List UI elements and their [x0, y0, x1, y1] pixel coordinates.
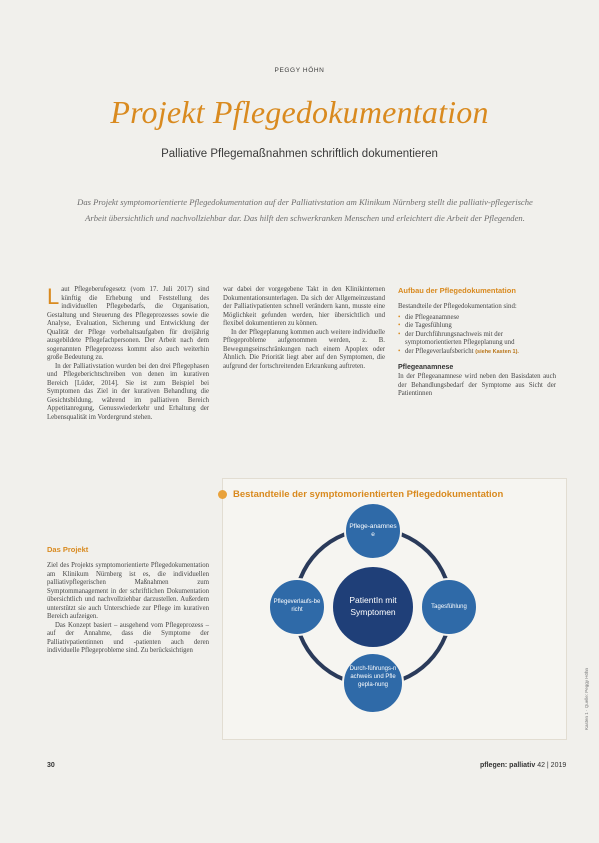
column-2 [223, 286, 385, 371]
list-item: • die Tagesfühlung [398, 322, 556, 331]
components-list [398, 314, 556, 357]
section-heading-aufbau: Aufbau der Pflegedokumentation [398, 286, 516, 295]
section2-paragraph-2: Das Konzept basiert – ausgehend vom Pflegeprozess – auf der Annahme, dass die Symptome der Palliativpatientinnen und -patienten auch deren individuelle Pflegeprobleme sind. Zu berücksichtigen [47, 621, 209, 654]
list-item: • die Pflegeanamnese [398, 314, 556, 323]
author-name: PEGGY HÖHN [274, 67, 325, 74]
drop-cap: L [47, 284, 60, 309]
col1-paragraph-1: aut Pflegeberufegesetz (vom 17. Juli 2017) sind künftig die Erhebung und Feststellung des individuellen Pflegebedarfs, die Organisation, Gestaltung und Steuerung des Pflegeprozesses sowie die Analyse, Evaluation, Sicherung und Entwicklung der Qualität der Pflege vorbehaltsaufgaben für dreijährig ausgebildete Pflegefachpersonen. Der Arbeit nach dem sogenannten Pflegeprozess kommt also auch weiterhin große Bedeutung zu. [47, 286, 209, 361]
lead-paragraph: Das Projekt symptomorientierte Pflegedokumentation auf der Palliativstation am Klinikum Nürnberg stellt die palliativ-pflegerische Arbeit übersichtlich und nachvollziehbar dar. Das hilft den schwerkranken Menschen und erleichtert die Arbeit der Pflegenden. [77, 197, 533, 223]
box-reference: (siehe Kasten 1). [475, 348, 519, 355]
diagram-title: Bestandteile der symptomorientierten Pflegedokumentation [233, 489, 504, 500]
column-3 [398, 286, 556, 399]
article-title: Projekt Pflegedokumentation [110, 94, 489, 130]
diagram-box [222, 478, 567, 740]
section2-paragraph-1: Ziel des Projekts symptomorientierte Pflegedokumentation am Klinikum Nürnberg ist es, die individuellen palliativpflegerischen Maßnahmen zum Symptommanagement in der schriftlichen Dokumentation übersichtlich und nachvollziehbar darzustellen. Außerdem unterstützt sie auch Unterschiede zur Pflege im kurativen Bereich aufzeigen. [47, 562, 209, 620]
column-1 [47, 286, 209, 422]
list-item: • der Durchführungsnachweis mit der symptomorientierten Pflegeplanung und [398, 331, 556, 348]
page-number: 30 [47, 762, 55, 769]
left-label: Pflegeverlaufs-bericht [273, 599, 321, 613]
article-subtitle: Palliative Pflegemaßnahmen schriftlich dokumentieren [161, 148, 438, 160]
col2-paragraph-2: In der Pflegeplanung kommen auch weitere individuelle Pflegeprobleme aufgenommen werden, z. B. Bewegungseinschränkungen nach einem Apoplex oder Ähnlich. Die Priorität liegt aber auf den Symptomen, die aufgrund der fortschreitenden Erkrankung auftreten. [223, 328, 385, 370]
col3-paragraph-1: In der Pflegeanamnese wird neben den Basisdaten auch der Behandlungsbedarf der Symptome aus Sicht der Patientinnen [398, 373, 556, 397]
col3-intro: Bestandteile der Pflegedokumentation sind: [398, 303, 517, 310]
top-label: Pflege-anamnese [349, 523, 397, 538]
col1-paragraph-2: In der Palliativstation wurden bei den drei Pflegephasen und Pflegeberichtschreiben von denen im kurativen Bereich [Lüder, 2014]. Sie ist zum Beispiel bei Symptomen das Ziel in der kurativen Behandlung die Gesichtsbildung, während im palliativen Bereich Appetitanregung, Genusswiederkehr und Erhaltung der Lebensqualität im Vordergrund stehen. [47, 362, 209, 421]
list-item-text: der Pflegeverlaufsbericht [405, 347, 474, 355]
right-label: Tagesfühlung [431, 604, 467, 610]
subheading-pflegeanamnese: Pflegeanamnese [398, 364, 454, 371]
section-heading-projekt: Das Projekt [47, 545, 89, 554]
col2-paragraph-1: war dabei der vorgegebene Takt in den Klinikinternen Dokumentationsunterlagen. Da sich der Allgemeinzustand der Palliativpatienten schnell verändern kann, musste eine Möglichkeit gefunden werden, hier übersichtlich und flexibel dokumentieren zu können. [223, 286, 385, 327]
list-item [398, 348, 556, 357]
magazine-footer [480, 762, 566, 769]
bottom-label: Durch-führungs-nachweis und Pflegepla-nung [349, 666, 397, 688]
magazine-name: pflegen: palliativ [480, 762, 536, 769]
center-label: PatientIn mit Symptomen [349, 595, 397, 617]
issue-number: 42 | 2019 [537, 762, 567, 769]
side-caption: Kasten 1 · Quelle: Peggy Höhn [584, 667, 589, 730]
section-das-projekt [47, 545, 209, 656]
